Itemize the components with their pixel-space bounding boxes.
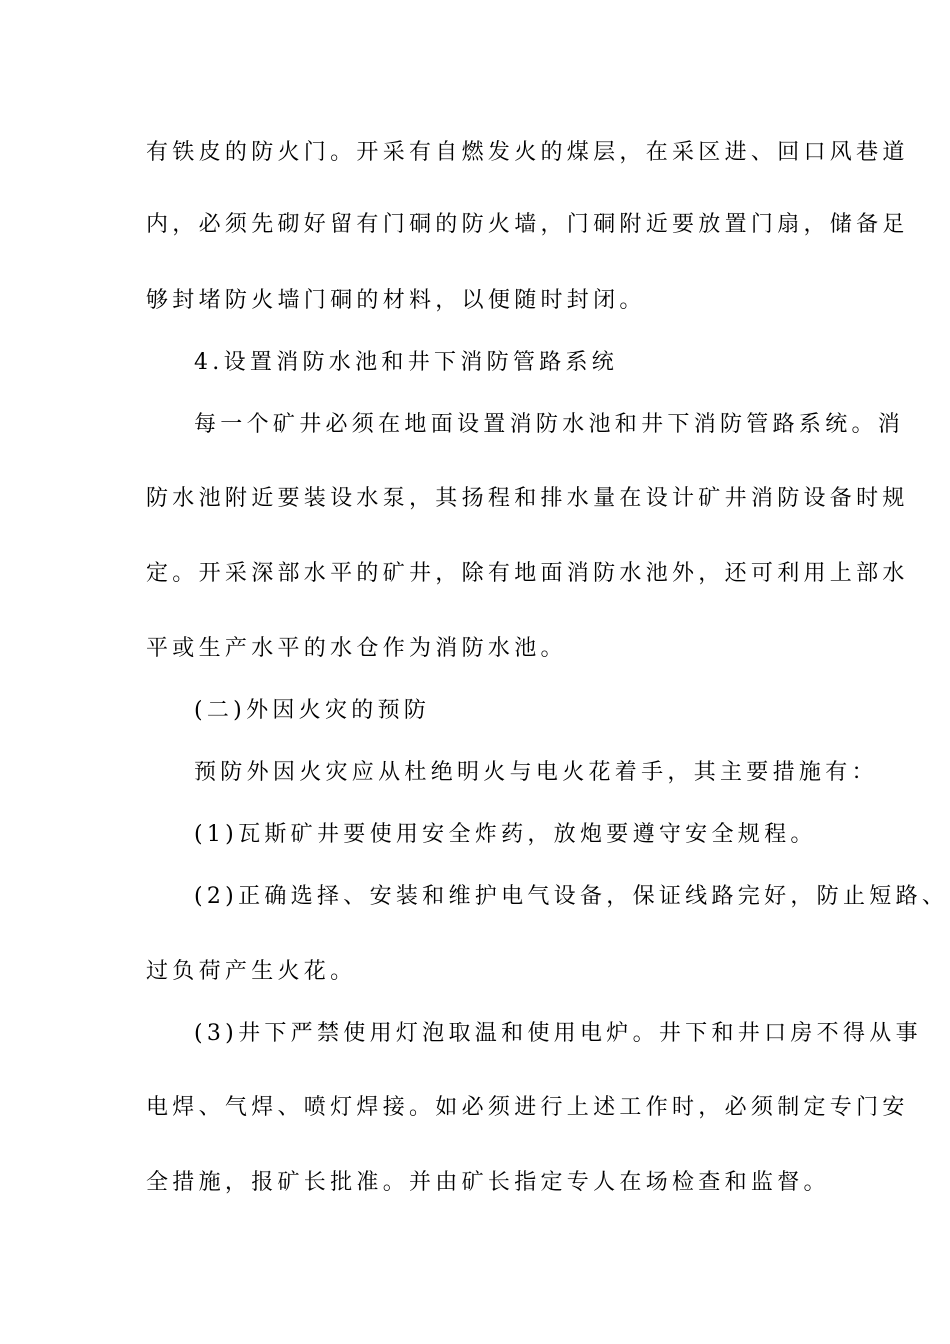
paragraph-line-8: 平或生产水平的水仓作为消防水池。 <box>146 636 567 661</box>
paragraph-line-5: 每一个矿井必须在地面设置消防水池和井下消防管路系统。消 <box>194 412 905 437</box>
list-item-3-cont2: 全措施，报矿长批准。并由矿长指定专人在场检查和监督。 <box>146 1170 830 1195</box>
list-item-1: (1)瓦斯矿井要使用安全炸药，放炮要遵守安全规程。 <box>194 822 817 847</box>
paragraph-line-2: 内，必须先砌好留有门硐的防火墙，门硐附近要放置门扇，储备足 <box>146 212 909 237</box>
list-item-2-cont: 过负荷产生火花。 <box>146 959 357 984</box>
list-item-3: (3)井下严禁使用灯泡取温和使用电炉。井下和井口房不得从事 <box>194 1021 922 1046</box>
paragraph-line-1: 有铁皮的防火门。开采有自燃发火的煤层，在采区进、回口风巷道 <box>146 140 909 165</box>
paragraph-line-6: 防水池附近要装设水泵，其扬程和排水量在设计矿井消防设备时规 <box>146 486 909 511</box>
section-heading-2: (二)外因火灾的预防 <box>194 698 431 723</box>
paragraph-line-7: 定。开采深部水平的矿井，除有地面消防水池外，还可利用上部水 <box>146 561 909 586</box>
section-heading-4: 4.设置消防水池和井下消防管路系统 <box>194 350 619 375</box>
paragraph-line-3: 够封堵防火墙门硐的材料，以便随时封闭。 <box>146 288 646 313</box>
list-item-2: (2)正确选择、安装和维护电气设备，保证线路完好，防止短路、 <box>194 884 949 909</box>
list-item-3-cont1: 电焊、气焊、喷灯焊接。如必须进行上述工作时，必须制定专门安 <box>146 1095 909 1120</box>
paragraph-line-10: 预防外因火灾应从杜绝明火与电火花着手，其主要措施有： <box>194 760 878 785</box>
